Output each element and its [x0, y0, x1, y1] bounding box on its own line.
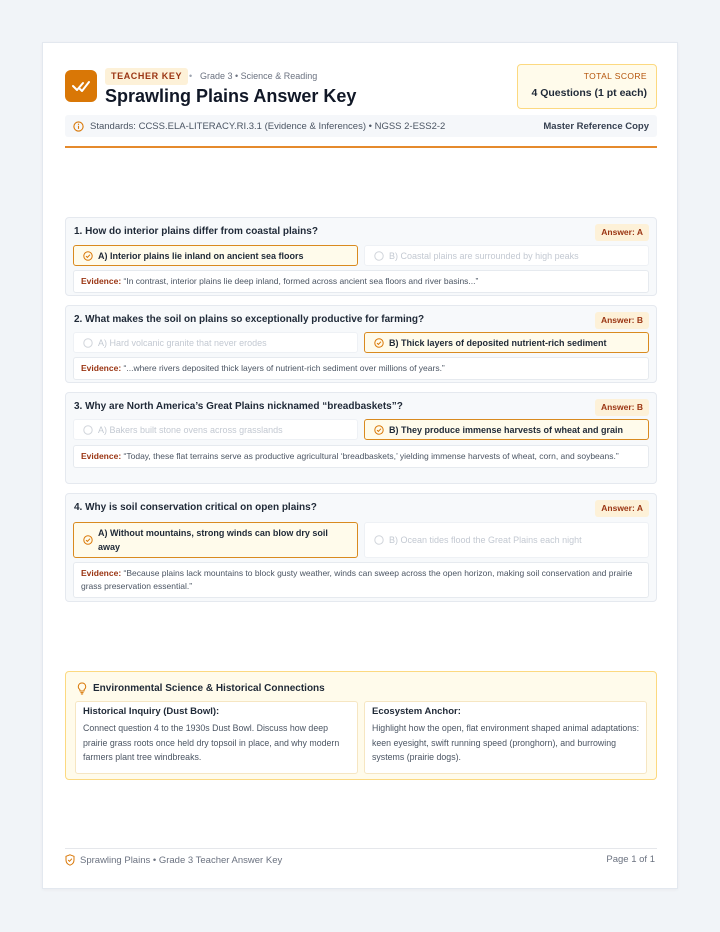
historical-inquiry-box [75, 701, 358, 774]
total-score-label: TOTAL SCORE [583, 71, 647, 81]
question-card-3 [65, 392, 657, 484]
check-icon [65, 70, 97, 102]
connections-panel [65, 671, 657, 780]
evidence-label: Evidence: [81, 276, 122, 286]
option-b-correct [364, 419, 649, 440]
header-divider [65, 146, 657, 148]
footer-divider [65, 848, 657, 849]
check-circle-icon [83, 535, 93, 545]
answer-badge: Answer: A [595, 500, 649, 517]
check-circle-icon [374, 425, 384, 435]
evidence-label: Evidence: [81, 568, 122, 578]
connections-title [77, 682, 325, 695]
total-score-value: 4 Questions (1 pt each) [531, 87, 647, 99]
option-label: A) Without mountains, strong winds can blow dry soil away [98, 528, 328, 552]
question-text: 1. How do interior plains differ from coastal plains? [74, 226, 318, 237]
standards-text: Standards: CCSS.ELA-LITERACY.RI.3.1 (Evidence & Inferences) • NGSS 2-ESS2-2 [90, 120, 446, 132]
ecosystem-anchor-title: Ecosystem Anchor: [372, 706, 461, 717]
evidence-quote: “Because plains lack mountains to block gusty weather, winds can sweep across the open horizon, making soil conservation and prairie grass preservation essential.” [81, 568, 633, 591]
option-label: B) They produce immense harvests of wheat and grain [389, 424, 624, 435]
check-circle-icon [83, 251, 93, 261]
question-card-4 [65, 493, 657, 602]
option-label: B) Thick layers of deposited nutrient-rich sediment [389, 337, 607, 348]
evidence-box [73, 357, 649, 380]
question-text: 3. Why are North America’s Great Plains nicknamed “breadbaskets”? [74, 401, 403, 412]
footer-left [65, 854, 282, 866]
radio-circle-icon [83, 425, 93, 435]
option-label: B) Ocean tides flood the Great Plains each night [389, 535, 582, 545]
info-icon [73, 121, 84, 132]
question-text: 4. Why is soil conservation critical on open plains? [74, 502, 317, 513]
grade-subject: Grade 3 • Science & Reading [200, 71, 318, 81]
answer-badge: Answer: B [595, 312, 649, 329]
answer-key-page [42, 42, 678, 889]
connections-title-text: Environmental Science & Historical Connections [93, 683, 325, 694]
ecosystem-anchor-box [364, 701, 647, 774]
question-card-2 [65, 305, 657, 383]
radio-circle-icon [374, 251, 384, 261]
evidence-box [73, 562, 649, 598]
ecosystem-anchor-text: Highlight how the open, flat environment shaped animal adaptations: keen eyesight, swift running speed (pronghorn), and burrowing systems (prairie dogs). [372, 723, 640, 762]
total-score-box [517, 64, 657, 109]
question-text: 2. What makes the soil on plains so exceptionally productive for farming? [74, 314, 425, 325]
header-separator: • [189, 71, 193, 81]
standards-bar [65, 115, 657, 137]
option-label: A) Hard volcanic granite that never erodes [98, 337, 267, 348]
reference-label: Master Reference Copy [543, 120, 649, 132]
evidence-box [73, 270, 649, 293]
option-label: A) Bakers built stone ovens across grasslands [98, 424, 283, 435]
radio-circle-icon [374, 535, 384, 545]
radio-circle-icon [83, 338, 93, 348]
teacher-key-badge: TEACHER KEY [105, 68, 188, 85]
option-b [364, 522, 649, 558]
question-card-1 [65, 217, 657, 296]
evidence-quote: “In contrast, interior plains lie deep inland, formed across ancient sea floors and river basins...” [123, 276, 479, 286]
option-a [73, 332, 358, 353]
answer-badge: Answer: A [595, 224, 649, 241]
option-label: A) Interior plains lie inland on ancient sea floors [98, 250, 304, 261]
evidence-label: Evidence: [81, 363, 122, 373]
historical-inquiry-text: Connect question 4 to the 1930s Dust Bowl. Discuss how deep prairie grass roots once held dry topsoil in place, and why modern farmers plant tree windbreaks. [83, 723, 340, 762]
page-number: Page 1 of 1 [606, 854, 655, 865]
option-a-correct [73, 522, 358, 558]
option-a [73, 419, 358, 440]
evidence-quote: “...where rivers deposited thick layers of nutrient-rich sediment over millions of years.” [123, 363, 445, 373]
evidence-box [73, 445, 649, 468]
evidence-label: Evidence: [81, 451, 122, 461]
historical-inquiry-title: Historical Inquiry (Dust Bowl): [83, 706, 220, 717]
answer-badge: Answer: B [595, 399, 649, 416]
shield-check-icon [65, 854, 75, 866]
footer-left-text: Sprawling Plains • Grade 3 Teacher Answer Key [80, 854, 283, 866]
lightbulb-icon [77, 682, 87, 695]
evidence-quote: “Today, these flat terrains serve as productive agricultural ‘breadbaskets,’ yielding immense harvests of wheat, corn, and soybeans.” [123, 451, 619, 461]
option-label: B) Coastal plains are surrounded by high peaks [389, 250, 579, 261]
option-a-correct [73, 245, 358, 266]
check-circle-icon [374, 338, 384, 348]
option-b [364, 245, 649, 266]
option-b-correct [364, 332, 649, 353]
page-title: Sprawling Plains Answer Key [105, 86, 357, 106]
